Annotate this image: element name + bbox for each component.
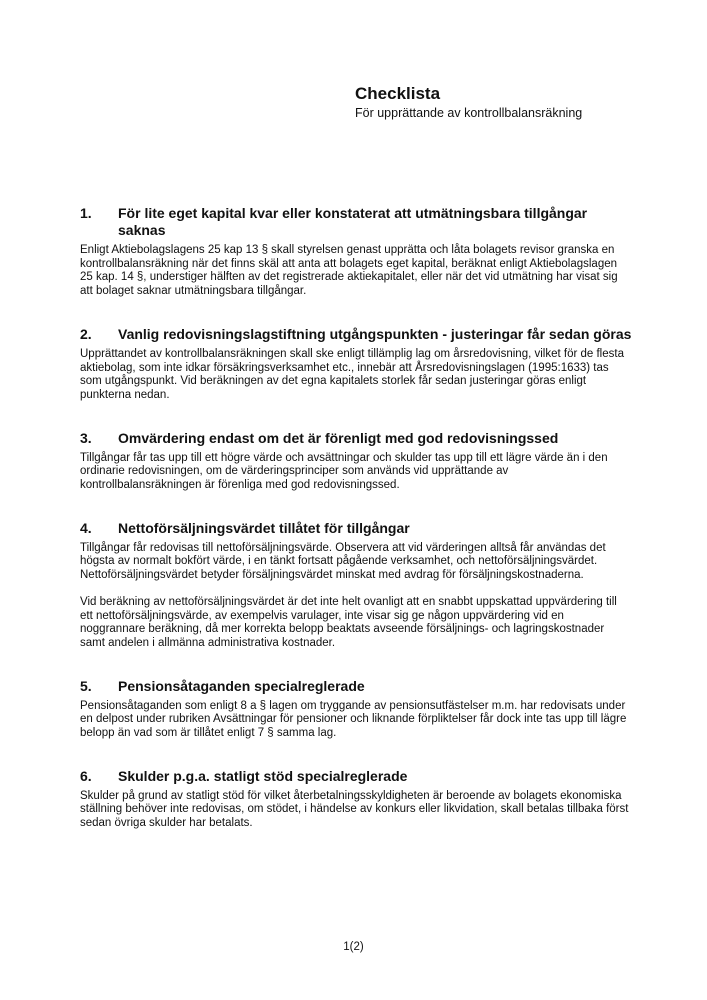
section-5-title: Pensionsåtaganden specialreglerade — [118, 677, 365, 694]
section-6-heading — [80, 768, 632, 785]
section-1 — [80, 205, 632, 299]
section-2-paragraph: Upprättandet av kontrollbalansräkningen skall ske enligt tillämplig lag om årsredovisning, vilket för de flesta aktiebolag, som inte idkar försäkringsverksamhet etc., innebär att Årsredovisningslagen (1995:1633) tas som utgångspunkt. Vid beräkningen av det egna kapitalets storlek får sedan justeringar göras enligt punkterna nedan. — [80, 347, 624, 401]
document-header — [355, 84, 582, 121]
section-2 — [80, 326, 632, 403]
section-6-paragraph: Skulder på grund av statligt stöd för vilket återbetalningsskyldigheten är beroende av bolagets ekonomiska ställning behöver inte redovisas, om stödet, i händelse av konkurs eller likvidation, skall betalas tillbaka först sedan övriga skulder har betalats. — [80, 789, 629, 830]
section-4-number: 4. — [80, 519, 92, 536]
section-2-heading — [80, 326, 632, 343]
document-subtitle: För upprättande av kontrollbalansräkning — [355, 106, 583, 120]
section-5-paragraph: Pensionsåtaganden som enligt 8 a § lagen om tryggande av pensionsutfästelser m.m. har redovisats under en delpost under rubriken Avsättningar för pensioner och liknande förpliktelser får dock inte tas upp till lägre belopp än vad som är tillåtet enligt 7 § samma lag. — [80, 699, 627, 740]
section-1-heading — [80, 205, 632, 239]
section-3-paragraph: Tillgångar får tas upp till ett högre värde och avsättningar och skulder tas upp till ett lägre värde än i den ordinarie redovisningen, om de värderingsprinciper som används vid upprättande av kontrollbalansräkningen är förenliga med god redovisningssed. — [80, 451, 608, 492]
section-1-paragraph: Enligt Aktiebolagslagens 25 kap 13 § skall styrelsen genast upprätta och låta bolagets revisor granska en kontrollbalansräkning när det finns skäl att anta att bolagets eget kapital, beräknat enligt Aktiebolagslagen 25 kap. 14 §, understiger hälften av det registrerade aktiekapitalet, eller när det vid utmätning har visat sig att bolaget saknar utmätningsbara tillgångar. — [80, 244, 618, 298]
section-5 — [80, 678, 632, 741]
section-4-title: Nettoförsäljningsvärdet tillåtet för tillgångar — [118, 519, 410, 536]
section-3-number: 3. — [80, 429, 92, 446]
section-3-heading — [80, 430, 632, 447]
section-3-title: Omvärdering endast om det är förenligt med god redovisningssed — [118, 429, 559, 446]
section-1-number: 1. — [80, 205, 92, 221]
section-5-heading — [80, 678, 632, 695]
document-title: Checklista — [355, 84, 441, 103]
page-number: 1(2) — [343, 941, 364, 953]
section-4 — [80, 520, 632, 651]
section-5-number: 5. — [80, 677, 92, 694]
section-2-title: Vanlig redovisningslagstiftning utgångspunkten - justeringar får sedan göras — [118, 325, 632, 342]
section-4-paragraph-2: Vid beräkning av nettoförsäljningsvärdet är det inte helt ovanligt att en snabbt uppskattad uppvärdering till ett nettoförsäljningsvärde, av exempelvis varulager, inte visar sig ge någon uppvärdering vid en noggrannare beräkning, då mer korrekta belopp beaktats avseende försäljnings- och lagringskostnader samt andelen i allmänna administrativa kostnader. — [80, 595, 617, 649]
section-6 — [80, 768, 632, 831]
section-2-number: 2. — [80, 325, 92, 342]
section-3 — [80, 430, 632, 493]
section-4-heading — [80, 520, 632, 537]
page-footer — [0, 940, 707, 954]
section-6-number: 6. — [80, 767, 92, 784]
section-6-title: Skulder p.g.a. statligt stöd specialreglerade — [118, 767, 408, 784]
section-1-title: För lite eget kapital kvar eller konstaterat att utmätningsbara tillgångar saknas — [118, 205, 588, 238]
section-4-paragraph-1: Tillgångar får redovisas till nettoförsäljningsvärde. Observera att vid värderingen alltså får användas det högsta av normalt bokfört värde, i en tänkt fortsatt pågående verksamhet, och nettoförsäljningsvärdet. Nettoförsäljningsvärdet betyder försäljningsvärdet minskat med avdrag för försäljningskostnaderna. — [80, 541, 606, 582]
document-body — [80, 205, 632, 858]
